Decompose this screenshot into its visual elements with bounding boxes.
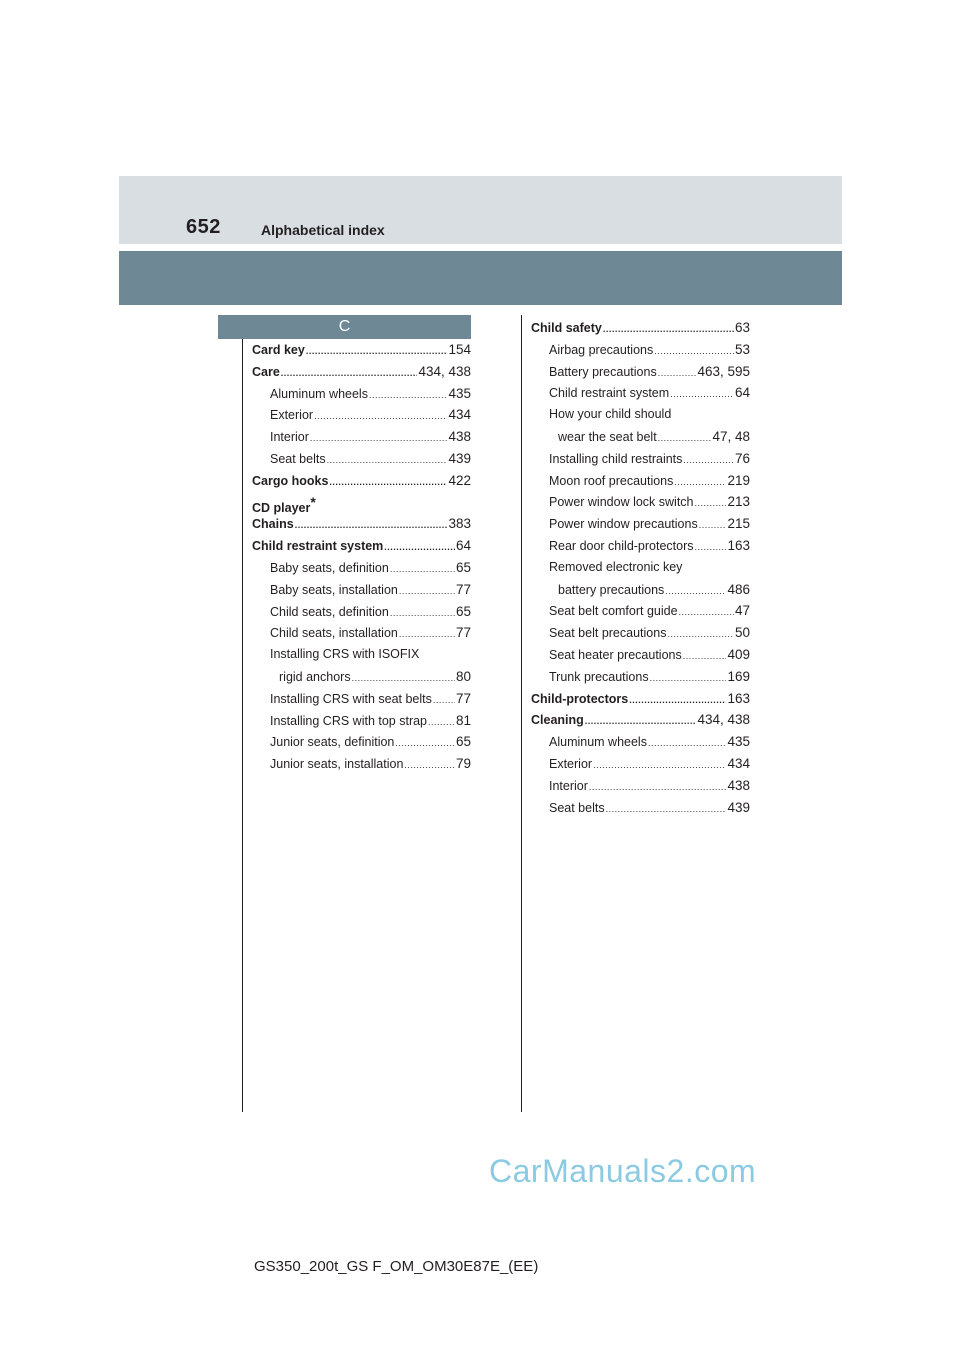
left-index-column — [252, 339, 471, 775]
leader-dots — [384, 537, 455, 559]
index-entry-page: 81 — [455, 712, 471, 728]
index-entry-label: Child seats, installation — [270, 626, 398, 641]
index-entry — [531, 709, 750, 731]
index-entry — [531, 404, 750, 426]
leader-dots — [667, 624, 734, 646]
leader-dots — [295, 515, 448, 537]
index-entry-page: 77 — [455, 625, 471, 641]
leader-dots — [395, 733, 455, 755]
index-entry-label: Exterior — [270, 408, 314, 423]
index-entry-label: Power window precautions — [549, 517, 698, 532]
leader-dots — [390, 559, 455, 581]
index-entry — [252, 622, 471, 644]
index-entry-label: Seat belt precautions — [549, 626, 667, 641]
index-entry-label: Junior seats, definition — [270, 735, 395, 750]
index-entry-label: battery precautions — [558, 582, 665, 597]
index-entry — [252, 383, 471, 405]
index-entry-page: 434, 438 — [418, 363, 471, 379]
index-entry — [252, 666, 471, 688]
index-entry-page: 213 — [727, 494, 750, 510]
index-entry — [252, 710, 471, 732]
leader-dots — [310, 428, 448, 450]
right-column-rule — [521, 315, 522, 1112]
index-entry-page: 169 — [727, 668, 750, 684]
index-entry — [252, 404, 471, 426]
index-entry-page: 409 — [727, 646, 750, 662]
index-entry-page: 77 — [455, 581, 471, 597]
leader-dots — [665, 581, 726, 603]
index-entry-label: Power window lock switch — [549, 495, 694, 510]
leader-dots — [390, 603, 455, 625]
leader-dots — [683, 646, 727, 668]
index-entry-page: 422 — [448, 472, 471, 488]
index-entry — [531, 339, 750, 361]
index-entry — [531, 622, 750, 644]
index-entry-label: Installing CRS with ISOFIX — [270, 647, 420, 662]
index-entry-label: Cargo hooks — [252, 473, 329, 488]
leader-dots — [589, 777, 727, 799]
index-entry-page: 80 — [455, 668, 471, 684]
leader-dots — [404, 755, 455, 777]
index-entry — [531, 426, 750, 448]
watermark: CarManuals2.com — [489, 1153, 757, 1189]
leader-dots — [329, 472, 447, 494]
index-entry — [531, 579, 750, 601]
index-entry-page: 63 — [734, 320, 750, 335]
index-entry-page: 219 — [727, 472, 750, 488]
index-entry-label: Baby seats, installation — [270, 582, 398, 597]
index-entry-page: 64 — [734, 385, 750, 401]
index-entry — [531, 797, 750, 819]
index-entry — [252, 644, 471, 666]
index-entry-label: Rear door child-protectors — [549, 538, 694, 553]
index-entry-label: Care — [252, 364, 280, 379]
index-entry-page: 50 — [734, 625, 750, 641]
index-entry-label: Baby seats, definition — [270, 560, 389, 575]
index-entry-label: Installing CRS with seat belts — [270, 691, 432, 706]
index-entry — [531, 644, 750, 666]
index-entry-page: 163 — [727, 690, 750, 706]
leader-dots — [650, 668, 727, 690]
index-entry — [531, 775, 750, 797]
index-entry — [252, 361, 471, 383]
index-entry — [252, 688, 471, 710]
index-entry-page: 154 — [448, 342, 471, 357]
index-entry-page: 434, 438 — [697, 712, 750, 728]
index-entry — [531, 382, 750, 404]
leader-dots — [695, 537, 727, 559]
index-entry-label: Chains — [252, 517, 294, 532]
page-title: Alphabetical index — [261, 222, 385, 238]
left-column-rule — [242, 315, 243, 1112]
index-entry-page: 65 — [455, 559, 471, 575]
index-entry-label: Moon roof precautions — [549, 473, 674, 488]
leader-dots — [658, 428, 712, 450]
index-entry — [531, 448, 750, 470]
index-entry-page: 435 — [727, 734, 750, 750]
right-index-column — [531, 317, 750, 818]
leader-dots — [369, 385, 448, 407]
footnote-mark: * — [310, 493, 316, 510]
index-entry-page: 435 — [448, 385, 471, 401]
leader-dots — [585, 711, 697, 733]
index-entry-label: Seat heater precautions — [549, 647, 682, 662]
leader-dots — [648, 733, 727, 755]
index-entry — [252, 601, 471, 623]
leader-dots — [352, 668, 455, 690]
leader-dots — [629, 690, 726, 712]
index-entry-label: Installing child restraints — [549, 451, 683, 466]
index-entry-page: 163 — [727, 537, 750, 553]
leader-dots — [428, 712, 455, 734]
title-band — [119, 251, 842, 305]
index-entry-label: Battery precautions — [549, 364, 657, 379]
index-entry — [252, 535, 471, 557]
index-entry-page: 77 — [455, 690, 471, 706]
leader-dots — [399, 581, 455, 603]
index-entry-page: 438 — [727, 777, 750, 793]
leader-dots — [654, 341, 734, 363]
index-entry — [252, 339, 471, 361]
leader-dots — [658, 363, 697, 385]
index-entry — [531, 361, 750, 383]
index-entry-label: Trunk precautions — [549, 669, 649, 684]
index-entry-label: Child restraint system — [549, 386, 670, 401]
index-entry — [531, 317, 750, 339]
index-entry-label: Cleaning — [531, 713, 584, 728]
index-entry-page: 64 — [455, 538, 471, 554]
index-entry — [531, 753, 750, 775]
index-entry — [252, 579, 471, 601]
index-entry — [252, 753, 471, 775]
index-entry-page: 47 — [734, 603, 750, 619]
index-entry-label: Seat belts — [549, 800, 605, 815]
leader-dots — [683, 450, 734, 472]
leader-dots — [603, 319, 734, 341]
leader-dots — [679, 602, 734, 624]
leader-dots — [674, 472, 726, 494]
index-entry-label: Junior seats, installation — [270, 757, 404, 772]
leader-dots — [670, 384, 734, 406]
index-entry — [531, 731, 750, 753]
index-entry — [531, 666, 750, 688]
header-band — [119, 176, 842, 244]
index-entry-label: CD player — [252, 500, 311, 515]
index-entry-label: rigid anchors — [279, 669, 351, 684]
index-entry-page: 65 — [455, 734, 471, 750]
leader-dots — [593, 755, 726, 777]
index-entry-page: 439 — [448, 450, 471, 466]
leader-dots — [281, 363, 418, 385]
leader-dots — [606, 799, 727, 821]
leader-dots — [327, 450, 448, 472]
index-entry-page: 434 — [448, 407, 471, 423]
index-entry-page: 439 — [727, 799, 750, 815]
index-entry-label: Airbag precautions — [549, 342, 654, 357]
index-entry-label: Child-protectors — [531, 691, 629, 706]
index-entry — [531, 470, 750, 492]
index-entry-page: 463, 595 — [697, 363, 750, 379]
index-entry-label: Interior — [549, 778, 588, 793]
index-entry-label: How your child should — [549, 407, 672, 422]
index-entry-label: Child safety — [531, 321, 602, 335]
index-entry-label: Card key — [252, 343, 305, 357]
index-entry — [252, 470, 471, 492]
index-entry-label: Interior — [270, 430, 309, 445]
document-code: GS350_200t_GS F_OM_OM30E87E_(EE) — [254, 1258, 539, 1275]
index-entry-label: Aluminum wheels — [270, 386, 368, 401]
index-entry — [252, 731, 471, 753]
index-entry-page: 53 — [734, 341, 750, 357]
leader-dots — [695, 493, 727, 515]
index-entry-page: 215 — [727, 516, 750, 532]
index-entry-page: 438 — [448, 429, 471, 445]
index-entry-label: wear the seat belt — [558, 429, 657, 444]
leader-dots — [699, 515, 727, 537]
leader-dots — [433, 690, 455, 712]
index-entry — [252, 513, 471, 535]
index-entry-label: Child restraint system — [252, 539, 384, 554]
index-entry-page: 79 — [455, 756, 471, 772]
index-entry — [252, 492, 471, 514]
index-entry — [252, 557, 471, 579]
index-entry — [531, 557, 750, 579]
index-entry — [252, 426, 471, 448]
index-entry — [531, 688, 750, 710]
index-entry — [531, 513, 750, 535]
index-entry-label: Seat belts — [270, 451, 326, 466]
section-letter: C — [218, 315, 471, 339]
leader-dots — [306, 341, 448, 363]
page-number: 652 — [186, 216, 221, 238]
index-entry-page: 65 — [455, 603, 471, 619]
index-entry-page: 76 — [734, 450, 750, 466]
index-entry-page: 383 — [448, 516, 471, 532]
index-entry — [531, 535, 750, 557]
index-entry-label: Aluminum wheels — [549, 735, 647, 750]
index-entry-page: 486 — [727, 581, 750, 597]
leader-dots — [314, 406, 447, 428]
index-entry-label: Installing CRS with top strap — [270, 713, 428, 728]
index-entry-label: Removed electronic key — [549, 559, 683, 574]
index-entry — [531, 491, 750, 513]
index-entry-label: Exterior — [549, 756, 593, 771]
index-entry — [531, 600, 750, 622]
index-entry-page: 434 — [727, 755, 750, 771]
index-entry-label: Child seats, definition — [270, 604, 389, 619]
index-entry-page: 47, 48 — [712, 428, 750, 444]
index-entry-label: Seat belt comfort guide — [549, 604, 678, 619]
leader-dots — [399, 624, 455, 646]
index-entry — [252, 448, 471, 470]
